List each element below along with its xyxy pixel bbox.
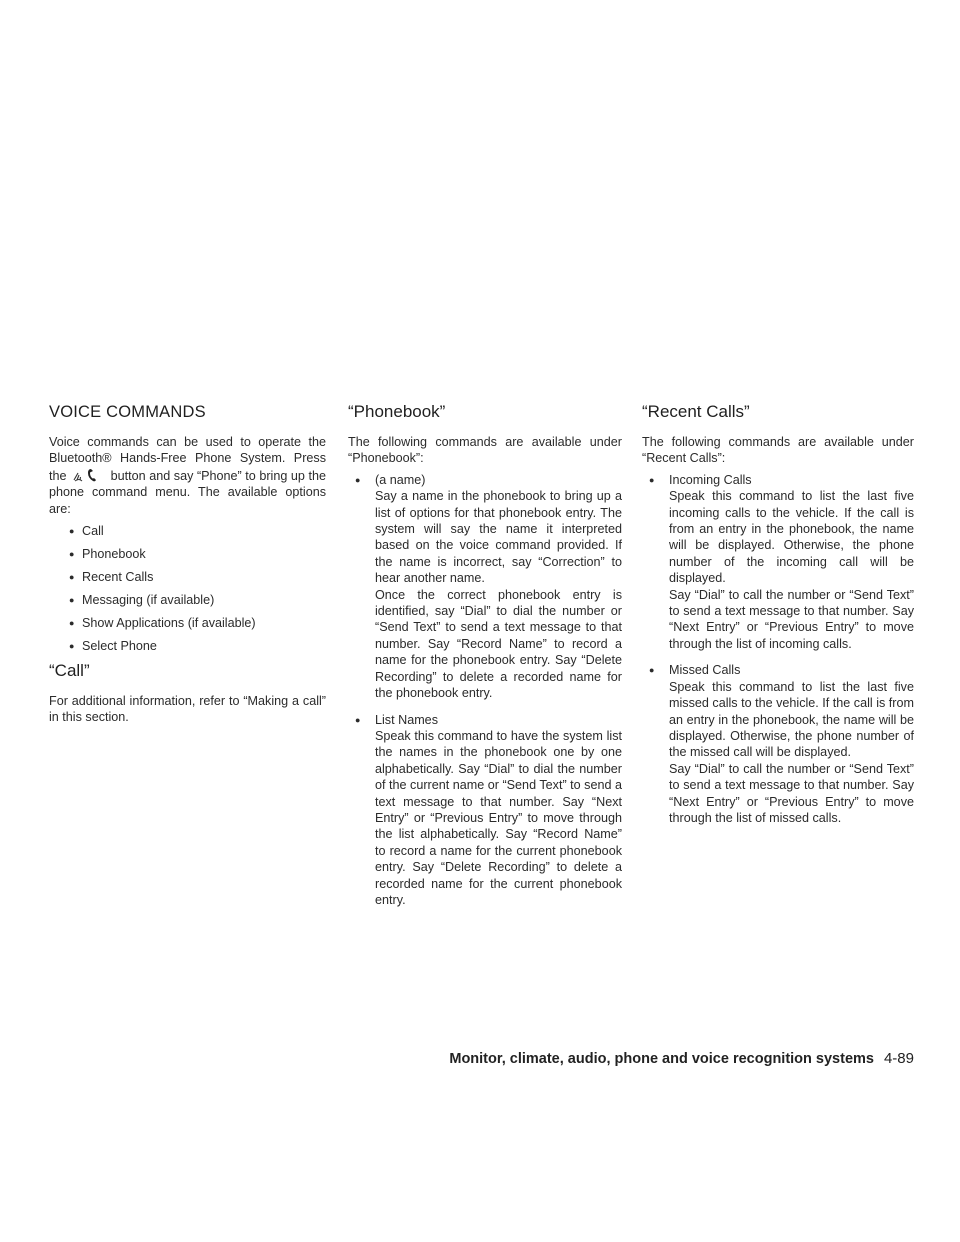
entry-body: Say a name in the phonebook to bring up a list of options for that phonebook entry. The system will say the name it interpreted based on the voice command provided. If the name is incorrect, say “Correction” to hear another name.: [375, 489, 622, 586]
column-voice-commands: [49, 402, 326, 726]
recent-calls-intro: The following commands are available under “Recent Calls”:: [642, 435, 914, 466]
list-item: [355, 712, 622, 909]
list-item: ● Recent Calls: [49, 569, 326, 585]
phonebook-heading: “Phonebook”: [348, 402, 446, 421]
page-number: 4-89: [883, 1050, 914, 1067]
recent-calls-heading: “Recent Calls”: [642, 402, 750, 421]
entry-body: Speak this command to list the last five missed calls to the vehicle. If the call is from an entry in the phonebook, the name will be displayed. Otherwise, the phone number of the missed call will be displayed.: [669, 679, 914, 760]
voice-options-list: [49, 523, 326, 654]
intro-after: button and say “Phone” to bring up the phone command menu. The available options are:: [49, 468, 326, 516]
intro-before: Voice commands can be used to operate the Bluetooth® Hands-Free Phone System. Press the: [49, 435, 326, 483]
entry-body: Say “Dial” to call the number or “Send Text” to send a text message to that number. Say “Next Entry” or “Previous Entry” to move through the list of incoming calls.: [669, 587, 914, 651]
list-item: ● Messaging (if available): [49, 592, 326, 608]
entry-title: ● Missed Calls: [669, 663, 741, 678]
entry-body: Once the correct phonebook entry is identified, say “Dial” to dial the number or “Send Text” to send a text message to that number. Say “Record Name” to record a name for the phonebook entry. Say “Delete Recording” to delete a recorded name for the phonebook entry.: [375, 587, 622, 701]
list-item: ● Show Applications (if available): [49, 615, 326, 631]
column-recent-calls: [642, 402, 914, 836]
call-text: For additional information, refer to “Making a call” in this section.: [49, 694, 326, 725]
entry-title: ● List Names: [375, 712, 438, 727]
phonebook-intro: The following commands are available under “Phonebook”:: [348, 435, 622, 466]
column-phonebook: [348, 402, 622, 918]
entry-body: Speak this command to have the system list the names in the phonebook one by one alphabetically. Say “Dial” to dial the number of the current name or “Send Text” to send a text message to that number. Say “Next Entry” or “Previous Entry” to move through the list alphabetically. Say “Record Name” to record a name for the current phonebook entry. Say “Delete Recording” to delete a recorded name for the current phonebook entry.: [375, 728, 622, 907]
list-item: ● Call: [49, 523, 326, 539]
entry-title: ● Incoming Calls: [669, 472, 752, 487]
recent-calls-commands-list: [642, 472, 914, 827]
list-item: [649, 662, 914, 826]
phonebook-commands-list: [348, 472, 622, 909]
list-item: [355, 472, 622, 702]
voice-commands-intro: [49, 434, 326, 517]
entry-body: Say “Dial” to call the number or “Send Text” to send a text message to that number. Say “Next Entry” or “Previous Entry” to move through the list of missed calls.: [669, 761, 914, 825]
list-item: [649, 472, 914, 652]
entry-title: ● (a name): [375, 472, 426, 487]
page-footer: [449, 1050, 914, 1068]
list-item: ● Phonebook: [49, 546, 326, 562]
entry-body: Speak this command to list the last five incoming calls to the vehicle. If the call is from an entry in the phonebook, the name will be displayed. Otherwise, the phone number of the incoming call will be displayed.: [669, 489, 914, 586]
phone-voice-button-icon: [71, 467, 105, 483]
chapter-title: Monitor, climate, audio, phone and voice recognition systems: [449, 1051, 874, 1067]
voice-commands-heading: VOICE COMMANDS: [49, 403, 206, 421]
call-heading: “Call”: [49, 661, 90, 681]
list-item: ● Select Phone: [49, 638, 326, 654]
